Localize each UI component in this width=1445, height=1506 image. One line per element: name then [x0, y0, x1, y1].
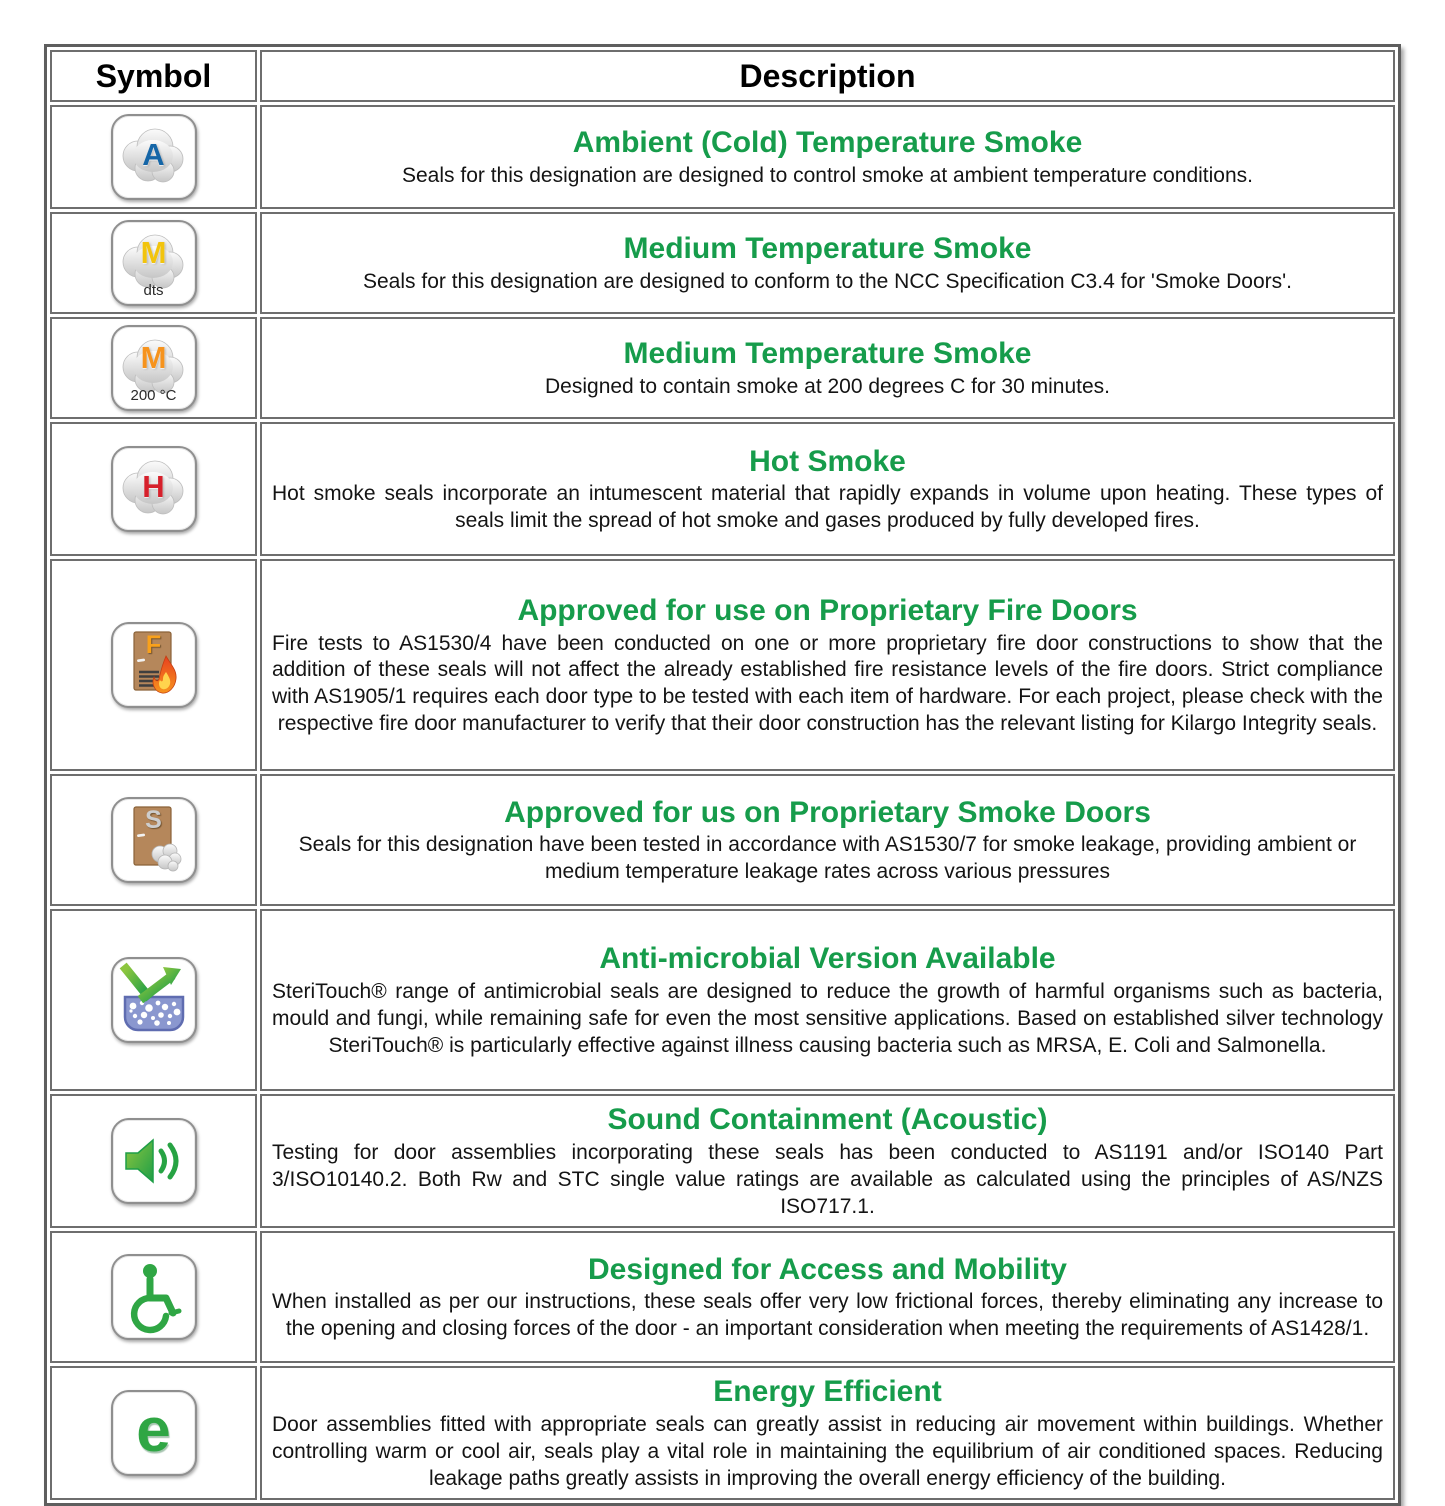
smoke-door-icon [113, 799, 195, 881]
description-cell [260, 1094, 1395, 1228]
table-row [50, 909, 1395, 1091]
symbol-legend-table [44, 44, 1401, 1506]
row-body: Door assemblies fitted with appropriate seals can greatly assist in reducing air movement within buildings. Whether controlling warm or cool air, seals play a vital role in maintaining the equilibrium of air conditioned spaces. Reducing leakage paths greatly assists in improving the overall energy efficiency of the building. [272, 1412, 1383, 1490]
symbol-column-header: Symbol [50, 50, 257, 102]
symbol-tile [111, 1254, 197, 1340]
symbol-tile [111, 325, 197, 411]
symbol-legend-page [44, 44, 1401, 1506]
row-title: Ambient (Cold) Temperature Smoke [572, 126, 1083, 160]
symbol-cell [50, 105, 257, 209]
row-title: Designed for Access and Mobility [588, 1252, 1067, 1286]
row-body: Testing for door assemblies incorporating these seals has been conducted to AS1191 and/or ISO140 Part 3/ISO10140.2. Both Rw and STC single value ratings are available as calculated using the principles of AS/NZS ISO717.1. [272, 1140, 1383, 1218]
symbol-tile [111, 797, 197, 883]
symbol-cell [50, 774, 257, 906]
symbol-cell [50, 559, 257, 771]
icon-letter: e [136, 1396, 171, 1465]
row-body: SteriTouch® range of antimicrobial seals are designed to reduce the growth of harmful organisms such as bacteria, mould and fungi, while remaining safe for even the most sensitive applications. Based on established silver technology SteriTouch® is particularly effective against illness causing bacteria such as MRSA, E. Coli and Salmonella. [272, 979, 1383, 1057]
icon-sublabel: dts [143, 282, 164, 299]
energy-efficient-e-icon [113, 1392, 195, 1474]
icon-letter: M [140, 340, 167, 375]
row-title: Energy Efficient [713, 1375, 942, 1409]
symbol-tile [111, 1118, 197, 1204]
symbol-tile [111, 446, 197, 532]
icon-letter: S [145, 806, 162, 834]
header-row [50, 50, 1395, 102]
description-cell [260, 212, 1395, 314]
symbol-cell [50, 317, 257, 419]
row-title: Anti-microbial Version Available [599, 942, 1056, 976]
row-title: Sound Containment (Acoustic) [607, 1103, 1048, 1137]
description-cell [260, 105, 1395, 209]
symbol-tile [111, 1390, 197, 1476]
row-title: Medium Temperature Smoke [623, 337, 1032, 371]
ambient-smoke-cloud-icon [113, 116, 195, 198]
icon-letter: M [140, 235, 167, 270]
description-cell [260, 559, 1395, 771]
row-body: Seals for this designation are designed to conform to the NCC Specification C3.4 for 'Smoke Doors'. [363, 269, 1292, 293]
icon-letter: H [142, 469, 165, 504]
description-cell [260, 1231, 1395, 1363]
symbol-tile [111, 622, 197, 708]
table-row [50, 774, 1395, 906]
symbol-tile [111, 957, 197, 1043]
symbol-cell [50, 1094, 257, 1228]
accessibility-wheelchair-icon [113, 1256, 195, 1338]
hot-smoke-cloud-icon [113, 448, 195, 530]
icon-letter: F [145, 631, 162, 659]
description-cell [260, 909, 1395, 1091]
row-body: Hot smoke seals incorporate an intumescent material that rapidly expands in volume upon heating. These types of seals limit the spread of hot smoke and gases produced by fully developed fires. [272, 482, 1383, 533]
acoustic-speaker-icon [113, 1120, 195, 1202]
description-column-header: Description [260, 50, 1395, 102]
table-row [50, 1094, 1395, 1228]
symbol-cell [50, 909, 257, 1091]
description-cell [260, 1366, 1395, 1500]
symbol-tile [111, 220, 197, 306]
table-row [50, 422, 1395, 556]
row-title: Hot Smoke [749, 444, 906, 478]
row-title: Approved for use on Proprietary Fire Doors [517, 593, 1138, 627]
row-body: Seals for this designation have been tested in accordance with AS1530/7 for smoke leakage, providing ambient or medium temperature leakage rates across various pressures [298, 833, 1357, 884]
icon-sublabel: 200 °C [130, 387, 177, 404]
table-row [50, 317, 1395, 419]
table-row [50, 1366, 1395, 1500]
table-row [50, 559, 1395, 771]
table-row [50, 1231, 1395, 1363]
symbol-tile [111, 114, 197, 200]
row-title: Medium Temperature Smoke [623, 232, 1032, 266]
description-cell [260, 422, 1395, 556]
table-row [50, 105, 1395, 209]
row-title: Approved for us on Proprietary Smoke Doors [504, 795, 1151, 829]
anti-microbial-icon [113, 959, 195, 1041]
table-row [50, 212, 1395, 314]
symbol-cell [50, 1366, 257, 1500]
description-cell [260, 317, 1395, 419]
symbol-cell [50, 422, 257, 556]
row-body: When installed as per our instructions, these seals offer very low frictional forces, thereby eliminating any increase to the opening and closing forces of the door - an important consideration when meeting the requirements of AS1428/1. [272, 1290, 1383, 1341]
symbol-cell [50, 1231, 257, 1363]
description-cell [260, 774, 1395, 906]
row-body: Seals for this designation are designed to control smoke at ambient temperature conditions. [402, 163, 1253, 187]
icon-letter: A [142, 137, 165, 172]
fire-door-icon [113, 624, 195, 706]
row-body: Designed to contain smoke at 200 degrees C for 30 minutes. [545, 374, 1110, 398]
row-body: Fire tests to AS1530/4 have been conducted on one or more proprietary fire door constructions to show that the addition of these seals will not affect the already established fire resistance levels of the fire doors. Strict compliance with AS1905/1 requires each door type to be tested with each item of hardware. For each project, please check with the respective fire door manufacturer to verify that their door construction has the relevant listing for Kilargo Integrity seals. [272, 631, 1383, 736]
symbol-cell [50, 212, 257, 314]
